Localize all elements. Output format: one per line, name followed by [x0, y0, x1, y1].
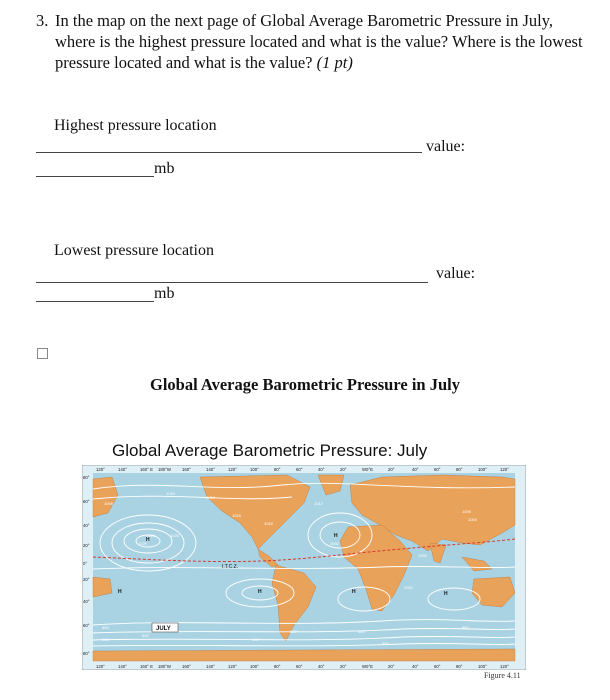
bottom-label-14: 40°: [412, 664, 419, 669]
top-label-8: 80°: [274, 467, 281, 472]
high-south-pacific: H: [258, 589, 262, 595]
top-label-18: 120°: [500, 467, 509, 472]
high-south-pacific-west: H: [118, 589, 122, 595]
isobar-value-1000: 1000: [418, 553, 427, 558]
top-label-0: 120°: [96, 467, 105, 472]
antarctica: [93, 649, 515, 661]
left-label-8: 80°: [83, 651, 90, 656]
question-text: In the map on the next page of Global Average Barometric Pressure in July, where is the highest pressure located and what is the value? Where is the lowest pressure located and what is the value? (1 pt): [55, 11, 583, 72]
isobar-value-1026: 1026: [170, 533, 179, 538]
isobar-value-980: 980: [382, 641, 389, 646]
bottom-label-11: 20°: [340, 664, 347, 669]
bottom-label-2: 160° E: [140, 664, 153, 669]
isobar-value-1006: 1006: [462, 509, 471, 514]
left-label-3: 20°: [83, 543, 90, 548]
bottom-label-13: 20°: [388, 664, 395, 669]
checkbox[interactable]: [37, 348, 48, 359]
top-label-17: 100°: [478, 467, 487, 472]
top-label-7: 100°: [250, 467, 259, 472]
high-north-pacific: H: [146, 537, 150, 543]
isobar-value-992: 992: [142, 633, 149, 638]
highest-location-blank[interactable]: [36, 152, 422, 153]
isobar-value-1024: 1024: [146, 533, 155, 538]
top-label-4: 160°: [182, 467, 191, 472]
isobar-value-1002: 1002: [330, 541, 339, 546]
high-north-atlantic: H: [334, 533, 338, 539]
highest-label: Highest pressure location: [54, 117, 217, 134]
isobar-value-1020: 1020: [138, 541, 147, 546]
bottom-label-12: W0°E: [362, 664, 374, 669]
bottom-label-17: 100°: [478, 664, 487, 669]
figure-number: Figure 4.11: [484, 671, 521, 680]
bottom-label-8: 80°: [274, 664, 281, 669]
itcz-label: I.T.C.Z.: [222, 564, 239, 570]
question-number: 3.: [36, 11, 49, 30]
top-label-14: 40°: [412, 467, 419, 472]
bottom-label-15: 60°: [434, 664, 441, 669]
left-label-0: 80°: [83, 475, 90, 480]
top-label-6: 120°: [228, 467, 237, 472]
lowest-label: Lowest pressure location: [54, 242, 214, 259]
bottom-label-3: 180°W: [158, 664, 171, 669]
bottom-label-7: 100°: [250, 664, 259, 669]
left-label-5: 20°: [83, 577, 90, 582]
isobar-value-1010: 1010: [166, 491, 175, 496]
left-label-6: 40°: [83, 599, 90, 604]
lowest-value-blank[interactable]: [36, 301, 154, 302]
isobar-value-1008: 1008: [104, 501, 113, 506]
top-label-1: 140°: [118, 467, 127, 472]
bottom-label-10: 40°: [318, 664, 325, 669]
isobar-value-990: 990: [358, 629, 365, 634]
lowest-location-blank[interactable]: [36, 282, 428, 283]
season-label: JULY: [156, 626, 171, 632]
bottom-label-9: 60°: [296, 664, 303, 669]
question-block: [36, 10, 586, 73]
top-label-5: 140°: [206, 467, 215, 472]
left-label-1: 60°: [83, 499, 90, 504]
left-label-2: 40°: [83, 523, 90, 528]
highest-unit: mb: [154, 160, 175, 177]
high-indian: H: [444, 591, 448, 597]
left-label-7: 60°: [83, 623, 90, 628]
high-south-atlantic: H: [352, 589, 356, 595]
lowest-unit: mb: [154, 285, 175, 302]
isobar-value-1014: 1014: [206, 495, 215, 500]
top-label-9: 60°: [296, 467, 303, 472]
bottom-label-0: 120°: [96, 664, 105, 669]
isobar-value-982: 982: [462, 625, 469, 630]
isobar-value-996: 996: [102, 637, 109, 642]
lowest-value-label: value:: [436, 265, 476, 282]
isobar-value-1018: 1018: [264, 521, 273, 526]
left-label-4: 0°: [83, 561, 88, 566]
top-label-2: 160° E: [140, 467, 153, 472]
figure-title: Global Average Barometric Pressure in July: [150, 375, 460, 394]
bottom-label-6: 120°: [228, 664, 237, 669]
bottom-label-18: 120°: [500, 664, 509, 669]
top-label-3: 180°W: [158, 467, 171, 472]
isobar-value-994: 994: [102, 625, 109, 630]
question-points: (1 pt): [316, 53, 353, 72]
isobar-value-1012: 1012: [314, 501, 323, 506]
isobar-value-1022: 1022: [404, 585, 413, 590]
map-title: Global Average Barometric Pressure: July: [112, 441, 428, 460]
bottom-label-4: 160°: [182, 664, 191, 669]
top-label-12: W0°E: [362, 467, 374, 472]
bottom-label-16: 80°: [456, 664, 463, 669]
highest-value-blank[interactable]: [36, 176, 154, 177]
isobar-value-1016: 1016: [232, 513, 241, 518]
top-label-13: 20°: [388, 467, 395, 472]
bottom-label-1: 140°: [118, 664, 127, 669]
top-label-10: 40°: [318, 467, 325, 472]
isobar-value-988: 988: [290, 629, 297, 634]
pressure-map: [82, 465, 526, 670]
top-label-16: 80°: [456, 467, 463, 472]
isobar-value-1004: 1004: [468, 517, 477, 522]
highest-value-label: value:: [426, 138, 466, 155]
bottom-label-5: 140°: [206, 664, 215, 669]
pressure-map-svg: [82, 465, 526, 670]
top-label-11: 20°: [340, 467, 347, 472]
isobar-value-986: 986: [252, 637, 259, 642]
top-label-15: 60°: [434, 467, 441, 472]
